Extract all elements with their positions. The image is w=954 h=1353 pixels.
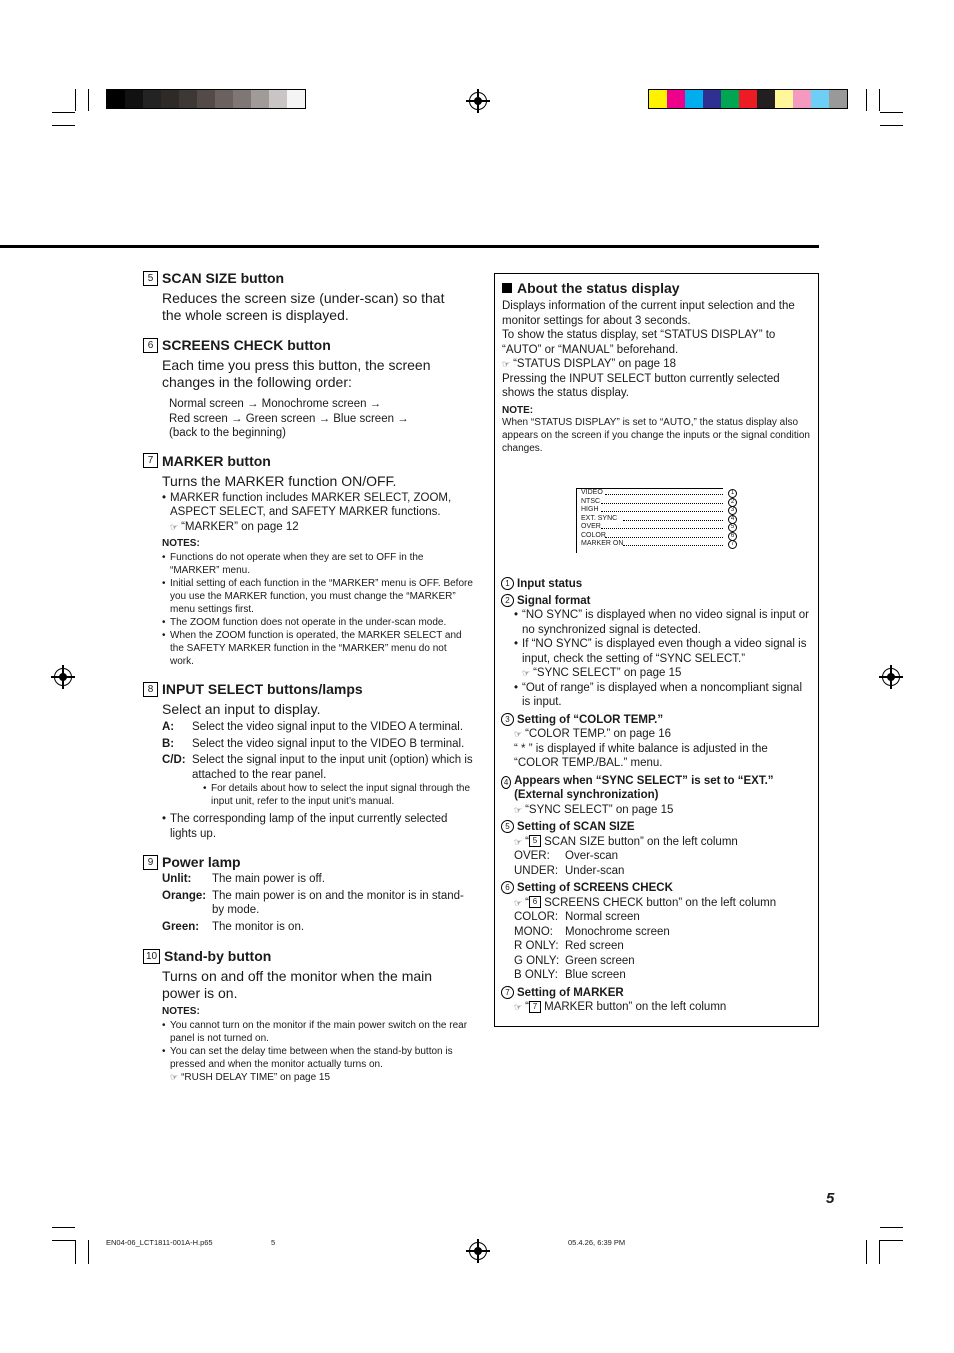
reference-icon: ☞ <box>514 804 523 815</box>
reference-icon: ☞ <box>502 359 511 369</box>
reference-icon: ☞ <box>522 668 531 678</box>
diagram-label: MARKER ON <box>581 540 624 547</box>
footer-date: 05.4.26, 6:39 PM <box>568 1238 626 1247</box>
section-title: Power lamp <box>162 854 241 870</box>
section-scan-size <box>143 270 473 324</box>
reference-icon: ☞ <box>514 836 523 847</box>
item-number: 6 <box>529 896 541 908</box>
sub-note: • For details about how to select the input signal through the input unit, refer to the input unit’s manual. <box>203 782 473 808</box>
sequence-line: (back to the beginning) <box>169 427 286 439</box>
option-text: Select the video signal input to the VIDEO B terminal. <box>192 737 465 750</box>
state-label: Green: <box>162 920 200 933</box>
color-bar-right <box>648 89 848 109</box>
color-swatch <box>233 90 251 108</box>
color-swatch <box>251 90 269 108</box>
page-reference: SCAN SIZE button” on the left column <box>544 835 738 848</box>
option-label: A: <box>162 721 175 733</box>
reference-icon: ☞ <box>170 521 179 532</box>
crop-mark <box>866 89 867 111</box>
section-title: INPUT SELECT buttons/lamps <box>162 681 363 697</box>
note-title: NOTE: <box>502 404 534 416</box>
page-reference: “RUSH DELAY TIME” on page 15 <box>181 1072 331 1083</box>
diagram-row <box>577 531 735 541</box>
setting-row <box>514 910 813 925</box>
color-swatch <box>287 90 305 108</box>
page-reference: “SYNC SELECT” on page 15 <box>525 803 674 816</box>
section-power-lamp <box>143 854 473 934</box>
color-swatch <box>775 90 793 108</box>
section-screens-check <box>143 337 473 441</box>
circled-number: 4 <box>501 776 511 789</box>
color-swatch <box>829 90 847 108</box>
page-reference: “SYNC SELECT” on page 15 <box>533 667 682 679</box>
paragraph: To show the status display, set “STATUS DISPLAY” to “AUTO” or “MANUAL” beforehand. <box>502 329 776 356</box>
section-marker <box>143 453 473 669</box>
option-text: Select the video signal input to the VIDEO A terminal. <box>192 721 464 733</box>
crop-mark <box>52 1227 75 1228</box>
circled-number: 3 <box>501 713 514 726</box>
paragraph: Displays information of the current input selection and the monitor settings for about 3 seconds. <box>502 300 795 327</box>
section-lead: Each time you press this button, the screen changes in the following order: <box>162 357 431 390</box>
page-reference: “MARKER” on page 12 <box>181 520 299 533</box>
color-swatch <box>161 90 179 108</box>
reference-icon: ☞ <box>170 1072 179 1082</box>
color-swatch <box>125 90 143 108</box>
state-label: Unlit: <box>162 873 192 885</box>
section-lead: Select an input to display. <box>162 701 321 717</box>
note: • When the ZOOM function is operated, the MARKER SELECT and the SAFETY MARKER function in the “MARKER” menu do not work. <box>162 629 473 668</box>
note: • Initial setting of each function in the “MARKER” menu is OFF. Before you use the MARKER function, you must change the “MARKER” menu settings first. <box>162 577 473 616</box>
section-title: SCREENS CHECK button <box>162 337 331 353</box>
crop-mark <box>879 1240 880 1264</box>
item-number: 7 <box>143 453 158 468</box>
leader-dots <box>623 545 723 546</box>
note: • The ZOOM function does not operate in the under-scan mode. <box>162 616 473 629</box>
option-text: Select the signal input to the input unit (option) which is attached to the rear panel. <box>192 754 473 781</box>
state-text: The monitor is on. <box>212 920 305 933</box>
section-lead: Turns on and off the monitor when the main power is on. <box>162 968 433 1001</box>
setting-value: Red screen <box>565 940 624 952</box>
registration-mark-icon <box>469 92 487 110</box>
page-number: 5 <box>826 1190 835 1207</box>
color-swatch <box>757 90 775 108</box>
status-display-diagram <box>576 488 735 553</box>
section-title: SCAN SIZE button <box>162 270 285 286</box>
left-column <box>143 270 473 1084</box>
color-bar-left <box>106 89 306 109</box>
setting-row <box>514 939 813 954</box>
footer-page: 5 <box>271 1238 276 1247</box>
item-title: Setting of “COLOR TEMP.” <box>517 713 664 726</box>
color-swatch <box>739 90 757 108</box>
crop-mark <box>75 1240 76 1264</box>
page-reference: MARKER button” on the left column <box>544 1001 727 1013</box>
section-title: MARKER button <box>162 452 271 469</box>
circled-number: 5 <box>501 820 514 833</box>
page-reference: “COLOR TEMP.” on page 16 <box>525 728 672 740</box>
crop-mark <box>88 89 89 111</box>
crop-mark <box>866 1240 867 1264</box>
circled-number: 1 <box>501 577 514 590</box>
bullet: • “Out of range” is displayed when a noncompliant signal is input. <box>514 681 813 710</box>
bullet: • The corresponding lamp of the input currently selected lights up. <box>162 812 473 841</box>
circled-number: 7 <box>501 986 514 999</box>
setting-row <box>514 925 813 940</box>
note-text: When “STATUS DISPLAY” is set to “AUTO,” the status display also appears on the screen if you change the inputs or the signal condition changes. <box>502 416 810 454</box>
status-items: 1 Input status 2 Signal format • “NO SYNC” is displayed when no video signal is input or no synchronized signal is detected. • If “NO SYNC” is displayed even though a video signal is input, check the setting of “SYNC SELECT.” ☞ “SYNC SELECT” on page 15 • “Out of range” is displayed when a noncompliant signal is input. 3 Setting of “COLOR TEMP.” ☞ “COLOR TEMP.” on page 16 “ * ” is displayed if white balance is adjusted in the “COLOR TEMP./BAL.” menu. 4 Appears when “SYNC SELECT” is set to “EXT.” (External synchronization) ☞ “SYNC SELECT” on page 15 5 Setting of SCAN SIZE ☞ “ 5 SCAN SIZE button” on the left column OVER: Over-scan UNDER: Under-scan 6 Setting of SCREENS CHECK ☞ “ 6 SCREENS CHECK button” on the left column COLOR: Normal screen MONO: Monochrome screen R ONLY: Red screen G ONLY: Green screen B ONLY: Blue screen 7 Setting of MARKER ☞ “ 7 MARKER button” on the left column <box>501 577 813 1015</box>
item-text: “ * ” is displayed if white balance is adjusted in the “COLOR TEMP./BAL.” menu. <box>514 742 768 769</box>
box-title: About the status display <box>517 280 680 296</box>
color-swatch <box>721 90 739 108</box>
leader-dots <box>605 494 723 495</box>
leader-dots <box>623 520 723 521</box>
color-swatch <box>703 90 721 108</box>
setting-value: Green screen <box>565 954 635 967</box>
note: • You can set the delay time between when the stand-by button is pressed and when the monitor actually turns on. <box>162 1045 473 1071</box>
crop-mark <box>879 89 880 111</box>
item-number: 6 <box>143 338 158 353</box>
reference-icon: ☞ <box>514 729 523 739</box>
color-swatch <box>811 90 829 108</box>
leader-dots <box>605 537 723 538</box>
item-title: Signal format <box>517 594 591 607</box>
diagram-row <box>577 497 735 507</box>
setting-value: Under-scan <box>565 864 625 877</box>
section-input-select <box>143 681 473 841</box>
item-number: 5 <box>529 835 541 847</box>
circled-number: 2 <box>728 498 737 507</box>
page-reference: “STATUS DISPLAY” on page 18 <box>513 358 677 370</box>
header-rule <box>0 245 819 248</box>
sequence-line: Normal screen → Monochrome screen → <box>169 398 382 410</box>
state-text: The main power is on and the monitor is in stand-by mode. <box>212 889 464 916</box>
option-label: B: <box>162 737 175 750</box>
diagram-label: VIDEO <box>581 489 603 496</box>
diagram-row <box>577 523 735 532</box>
circled-number: 3 <box>728 506 737 515</box>
paragraph: Pressing the INPUT SELECT button currently selected shows the status display. <box>502 372 780 399</box>
setting-label: G ONLY: <box>514 954 560 967</box>
color-swatch <box>269 90 287 108</box>
item-title: Setting of SCREENS CHECK <box>517 882 673 894</box>
setting-label: UNDER: <box>514 864 559 877</box>
registration-mark-icon <box>54 668 72 686</box>
color-swatch <box>215 90 233 108</box>
item-title: Appears when “SYNC SELECT” is set to “EXT.” (External synchronization) <box>514 774 774 801</box>
setting-value: Monochrome screen <box>565 925 670 938</box>
registration-mark-icon <box>882 668 900 686</box>
circled-number: 4 <box>728 515 737 524</box>
setting-label: MONO: <box>514 925 553 938</box>
reference-icon: ☞ <box>514 897 523 908</box>
setting-label: B ONLY: <box>514 969 558 981</box>
diagram-row <box>577 506 735 515</box>
color-swatch <box>649 90 667 108</box>
crop-mark <box>880 125 903 126</box>
setting-label: R ONLY: <box>514 940 559 952</box>
circled-number: 2 <box>501 594 514 607</box>
diagram-row <box>577 489 735 498</box>
notes-title: NOTES: <box>162 538 200 549</box>
crop-mark <box>52 1240 75 1241</box>
square-bullet-icon <box>502 283 512 293</box>
leader-dots <box>601 528 723 529</box>
footer-filename: EN04-06_LCT1811-001A-H.p65 <box>106 1238 213 1247</box>
diagram-label: EXT. SYNC <box>581 514 618 522</box>
color-swatch <box>667 90 685 108</box>
item-title: Setting of SCAN SIZE <box>517 821 635 833</box>
color-swatch <box>179 90 197 108</box>
bullet: • “NO SYNC” is displayed when no video signal is input or no synchronized signal is detected. <box>514 608 813 637</box>
registration-mark-icon <box>469 1242 487 1260</box>
color-swatch <box>143 90 161 108</box>
item-title: Setting of MARKER <box>517 986 624 999</box>
circled-number: 1 <box>728 489 737 498</box>
notes-title: NOTES: <box>162 1006 200 1017</box>
item-number: 10 <box>143 949 160 964</box>
state-text: The main power is off. <box>212 873 325 885</box>
item-number: 5 <box>143 271 158 286</box>
crop-mark <box>52 125 75 126</box>
crop-mark <box>880 1227 903 1228</box>
crop-mark <box>75 89 76 111</box>
page-reference: SCREENS CHECK button” on the left column <box>544 896 777 909</box>
circled-number: 7 <box>728 540 737 549</box>
leader-dots <box>601 503 723 504</box>
reference-icon: ☞ <box>514 1002 523 1012</box>
bullet: • MARKER function includes MARKER SELECT, ZOOM, ASPECT SELECT, and SAFETY MARKER functions. <box>162 491 473 520</box>
crop-mark <box>52 112 75 113</box>
note: • You cannot turn on the monitor if the main power switch on the rear panel is not turned on. <box>162 1019 473 1045</box>
section-title: Stand-by button <box>164 948 272 964</box>
color-swatch <box>793 90 811 108</box>
diagram-label: OVER <box>581 523 601 530</box>
setting-row <box>514 954 813 969</box>
option-label: C/D: <box>162 754 186 766</box>
section-lead: Turns the MARKER function ON/OFF. <box>162 472 397 489</box>
diagram-label: NTSC <box>581 497 601 505</box>
item-number: 7 <box>529 1001 541 1013</box>
diagram-label: HIGH <box>581 506 599 513</box>
crop-mark <box>880 1240 903 1241</box>
setting-row <box>514 968 813 983</box>
setting-label: OVER: <box>514 850 550 862</box>
setting-value: Normal screen <box>565 911 640 923</box>
crop-mark <box>88 1240 89 1264</box>
circled-number: 5 <box>728 523 737 532</box>
leader-dots <box>601 511 723 512</box>
color-swatch <box>107 90 125 108</box>
diagram-row <box>577 540 735 549</box>
section-standby <box>143 948 473 1084</box>
setting-label: COLOR: <box>514 911 559 923</box>
note: • Functions do not operate when they are set to OFF in the “MARKER” menu. <box>162 551 473 577</box>
color-swatch <box>685 90 703 108</box>
diagram-row <box>577 514 735 524</box>
circled-number: 6 <box>728 532 737 541</box>
setting-value: Over-scan <box>565 850 619 862</box>
diagram-label: COLOR <box>581 531 606 539</box>
item-number: 9 <box>143 855 158 870</box>
bullet: • If “NO SYNC” is displayed even though a video signal is input, check the setting of “SYNC SELECT.” <box>514 637 813 666</box>
circled-number: 6 <box>501 881 514 894</box>
crop-mark <box>880 112 903 113</box>
section-lead: Reduces the screen size (under-scan) so that the whole screen is displayed. <box>162 290 445 323</box>
item-number: 8 <box>143 682 158 697</box>
item-title: Input status <box>517 578 583 590</box>
state-label: Orange: <box>162 889 207 902</box>
sequence-line: Red screen → Green screen → Blue screen → <box>169 412 409 425</box>
color-swatch <box>197 90 215 108</box>
setting-value: Blue screen <box>565 969 626 981</box>
